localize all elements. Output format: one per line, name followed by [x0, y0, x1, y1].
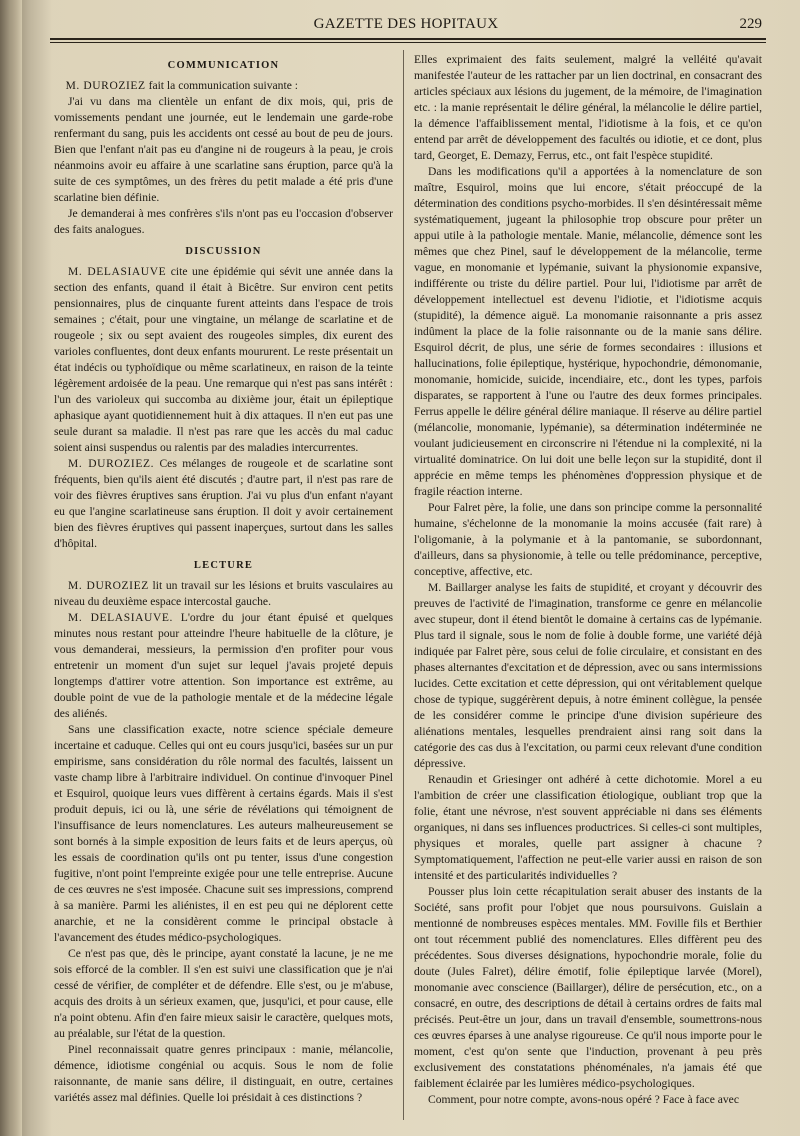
speaker-name: M. DUROZIEZ	[68, 580, 149, 592]
paragraph: Sans une classification exacte, notre science spéciale demeure incertaine et caduque. Celles qui ont eu cours jusqu'ici, basées sur un pur empirisme, sans considération du rôle normal des facultés, laissent un vaste champ libre à l'arbitraire individuel. On continue d'invoquer Pinel et Esquirol, quoique leurs vues diffèrent à certains égards. Mais il s'est produit depuis, ici ou là, une série de révélations qui témoignent de l'insuffisance de leurs nomenclatures. Les auteurs malheureusement se sont bornés à la simple exposition de leurs faits et de leurs aperçus, où les essais de coordination qu'ils ont pu tenter, issus d'une congestion fugitive, n'ont point l'empreinte exigée pour une telle entreprise. Aucune de ces œuvres ne s'est imposée. Chacune suit ses impressions, comprend à sa manière. Parmi les aliénistes, il en est peu qui ne déplorent cette anarchie, et ne la considèrent comme le principal obstacle à l'avancement des études médico-psychologiques.	[54, 723, 393, 944]
paragraph: Pinel reconnaissait quatre genres principaux : manie, mélancolie, démence, idiotisme congénial ou acquis. Sous le nom de folie raisonnante, de manie sans délire, il distinguait, en outre, certaines variétés assez mal définies. Quelle loi présidait à ces distinctions ?	[54, 1043, 393, 1104]
entry-text: Ces mélanges de rougeole et de scarlatine sont fréquents, bien qu'ils aient été discutés ; d'autre part, il n'est pas rare de voir des fièvres éruptives sans éruption. J'ai vu plus d'un enfant n'ayant eu que l'angine scarlatineuse sans éruption. Il doit y avoir certainement bien des fièvres éruptives qui passent inaperçues, surtout dans les salles d'hôpital.	[54, 457, 393, 550]
page-header	[50, 16, 762, 34]
header-rule-thick	[50, 38, 766, 40]
page-binding-edge	[0, 0, 22, 1136]
paragraph: Comment, pour notre compte, avons-nous opéré ? Face à face avec	[428, 1093, 739, 1106]
running-title: GAZETTE DES HOPITAUX	[313, 16, 499, 32]
discussion-entry	[54, 456, 393, 552]
lecture-intro	[54, 578, 393, 610]
header-rule-thin	[50, 42, 766, 43]
speaker-name: M. DELASIAUVE	[68, 266, 167, 278]
discussion-entry	[54, 264, 393, 456]
paragraph-text: L'ordre du jour étant épuisé et quelques minutes nous restant pour atteindre l'heure habituelle de la clôture, je vous demanderai, messieurs, la permission d'en profiter pour vous entretenir un moment d'un sujet sur lequel j'avais projeté depuis longtemps d'attirer votre attention. Son importance est extrême, au double point de vue de la pathologie mentale et de la médecine légale des aliénés.	[54, 611, 393, 720]
paragraph	[54, 610, 393, 722]
right-column	[414, 52, 762, 1108]
paragraph: Pour Falret père, la folie, une dans son principe comme la personnalité humaine, s'échelonne de la monomanie la moins accusée (fait rare) à l'oligomanie, à la polymanie et à la pantomanie, se subordonnant, d'ailleurs, dans sa physionomie, à telle ou telle prédominance, perceptive, conceptive, affective, etc.	[414, 501, 762, 578]
left-column	[54, 52, 393, 1106]
paragraph: J'ai vu dans ma clientèle un enfant de dix mois, qui, pris de vomissements pendant une journée, eut le lendemain une garde-robe renfermant du sang, puis les accidents ont cessé au bout de peu de jours. Bien que l'enfant n'ait pas eu d'angine ni de rougeurs à la peau, je crois néanmoins avoir eu affaire à une scarlatine sans éruption, parce qu'à la suite de ces symptômes, un des frères du petit malade a été pris d'une scarlatine bien définie.	[54, 95, 393, 204]
section-heading-lecture: LECTURE	[193, 560, 254, 571]
speaker-name: M. DUROZIEZ	[65, 80, 146, 92]
communication-intro	[54, 78, 393, 94]
speaker-name: M. DELASIAUVE.	[68, 612, 173, 624]
column-divider	[403, 50, 404, 1120]
paragraph: Pousser plus loin cette récapitulation serait abuser des instants de la Société, sans profit pour l'objet que nous poursuivons. Guislain a mentionné de nombreuses espèces mentales. MM. Foville fils et Berthier ont tout récemment publié des nomenclatures. Elles diffèrent peu des précédentes. Sous diverses désignations, hypochondrie morale, folie du doute (Jules Falret), délire émotif, folie épileptique larvée (Morel), monomanie avec conscience (Baillarger), délire de persécution, etc., on a consacré, en outre, des descriptions de détail à certains ordres de faits mal précisés. Peut-être un jour, dans un travail d'ensemble, soumettrons-nous ces œuvres éparses à une analyse rigoureuse. Ce qu'il nous importe pour le moment, c'est qu'on sente que l'induction, provenant à peu près exclusivement des constatations phénoménales, n'a jamais été que faiblement éclairée par les lumières médico-psychologiques.	[414, 885, 762, 1090]
entry-text: cite une épidémie qui sévit une année dans la section des enfants, quand il était à Bicêtre. Sur environ cent petits pensionnaires, plus de cinquante furent atteints dans l'espace de trois semaines ; c'était, pour une vingtaine, un mélange de scarlatine et de rougeole ; six ou sept avaient des rougeoles simples, dix eurent des varioles confluentes, dont deux enfants moururent. Le reste présentait un état indécis ou typhoïdique ou même scarlatineux, en raison de la teinte légèrement ardoisée de la peau. Une remarque qui n'est pas sans intérêt : l'un des varioleux qui succomba au dixième jour, était un épileptique aphasique ayant quotidiennement huit à dix attaques. Il n'en eut pas une seule durant sa maladie. Il n'est pas rare que les accès du mal caduc soient ainsi suspendus ou ralentis par des maladies intercurrentes.	[54, 265, 393, 454]
paragraph: Ce n'est pas que, dès le principe, ayant constaté la lacune, je ne me sois efforcé de la combler. Il s'en est suivi une classification que je n'ai cessé de vérifier, de compléter et de défendre. Elle s'est, ou je m'abuse, acquis des droits à un sérieux examen, que, jusqu'ici, et pour cause, elle n'a point obtenu. Afin d'en faire mieux saisir le caractère, quelques mots, au préalable, sur l'état de la question.	[54, 947, 393, 1040]
intro-text: lit un travail sur les lésions et bruits vasculaires au niveau du deuxième espace intercostal gauche.	[54, 579, 393, 608]
speaker-name: M. DUROZIEZ.	[68, 458, 155, 470]
paragraph: Dans les modifications qu'il a apportées à la nomenclature de son maître, Esquirol, moins que lui encore, s'était préoccupé de la détermination des conditions psycho-morbides. Il s'en désintéressait même systématiquement, jugeant la philosophie trop obscure pour prêter un appui utile à la pathologie mentale. Manie, mélancolie, démence sont les mêmes que chez Pinel, sauf le développement de la mélancolie, terme vague, en monomanie et lypémanie, suivant la physionomie expansive, indifférente ou triste du délire partiel. Pour lui, l'idiotisme par arrêt de développement intellectuel est devenu l'idiotie, et l'idiotisme acquis (stupidité), la démence aiguë. La monomanie raisonnante a pris assez indûment la place de la folie raisonnante ou de la manie sans délire. Esquirol décrit, de plus, une série de formes secondaires : illusions et hallucinations, folie épileptique, hystérique, hypochondrie, démonomanie, monomanie, homicide, suicide, incendiaire, etc., dont les types, parfois disparates, se rapportent à l'une ou l'autre des deux formes principales. Ferrus appelle le délire général délire maniaque. Il réserve au délire partiel (mélancolie, monomanie, lypémanie), sa détermination indéterminée ne voulant judicieusement en circonscrire ni l'étendue ni la complexité, ni la virtualité dominatrice. On lui doit une belle leçon sur la stupidité, dont il apprécie en même temps les phénomènes d'oppression physique et de fragile réaction interne.	[414, 165, 762, 498]
paragraph: Elles exprimaient des faits seulement, malgré la velléité qu'avait manifestée l'auteur de les rattacher par un lien doctrinal, en consacrant des articles spéciaux aux lésions du jugement, de la mémoire, de l'imagination etc. : la manie représentait le délire général, la mélancolie le délire partiel, la démence l'affaiblissement mental, l'idiotisme à la fois, et ce qu'on entend par arrêt de développement des facultés ou idiotie, et ce dont, plus tard, Georget, E. Demazy, Ferrus, etc., ont fait l'espèce stupidité.	[414, 53, 762, 162]
paragraph: Renaudin et Griesinger ont adhéré à cette dichotomie. Morel a eu l'ambition de créer une classification étiologique, oubliant trop que la folie, étant une névrose, n'est souvent appréciable ni dans ses éléments organiques, ni dans ses influences productrices. Si celles-ci sont multiples, physiques et morales, quelle part assigner à chacune ? Symptomatiquement, l'affection ne peut-elle varier aussi en raison de son intensité et des particularités individuelles ?	[414, 773, 762, 882]
section-heading-communication: COMMUNICATION	[167, 60, 280, 71]
paragraph: Je demanderai à mes confrères s'ils n'ont pas eu l'occasion d'observer des faits analogues.	[54, 207, 393, 236]
gutter-shadow	[22, 0, 52, 1136]
paragraph: M. Baillarger analyse les faits de stupidité, et croyant y découvrir des preuves de l'activité de l'imagination, transforme ce genre en mélancolie avec stupeur, dont il étend bientôt le domaine à certains cas de lypémanie. Plus tard il signale, sous le nom de folie à double forme, une variété déjà indiquée par Falret père, sous celui de folie circulaire, et consistant en des phases alternantes d'excitation et de dépression, avec ou sans intermissions lucides. Cette excitation et cette dépression, qui ont véritablement quelque chose de typique, suggérèrent depuis, à notre éminent collègue, la pensée de les considérer comme le principe d'une division supérieure des aliénations mentales, lesquelles prendraient ainsi rang soit dans la catégorie des cas dus à l'excitation, ou parmi ceux relevant d'une condition dépressive.	[414, 581, 762, 770]
page-number: 229	[739, 16, 762, 32]
section-heading-discussion: DISCUSSION	[185, 246, 262, 257]
intro-text: fait la communication suivante :	[148, 79, 298, 92]
